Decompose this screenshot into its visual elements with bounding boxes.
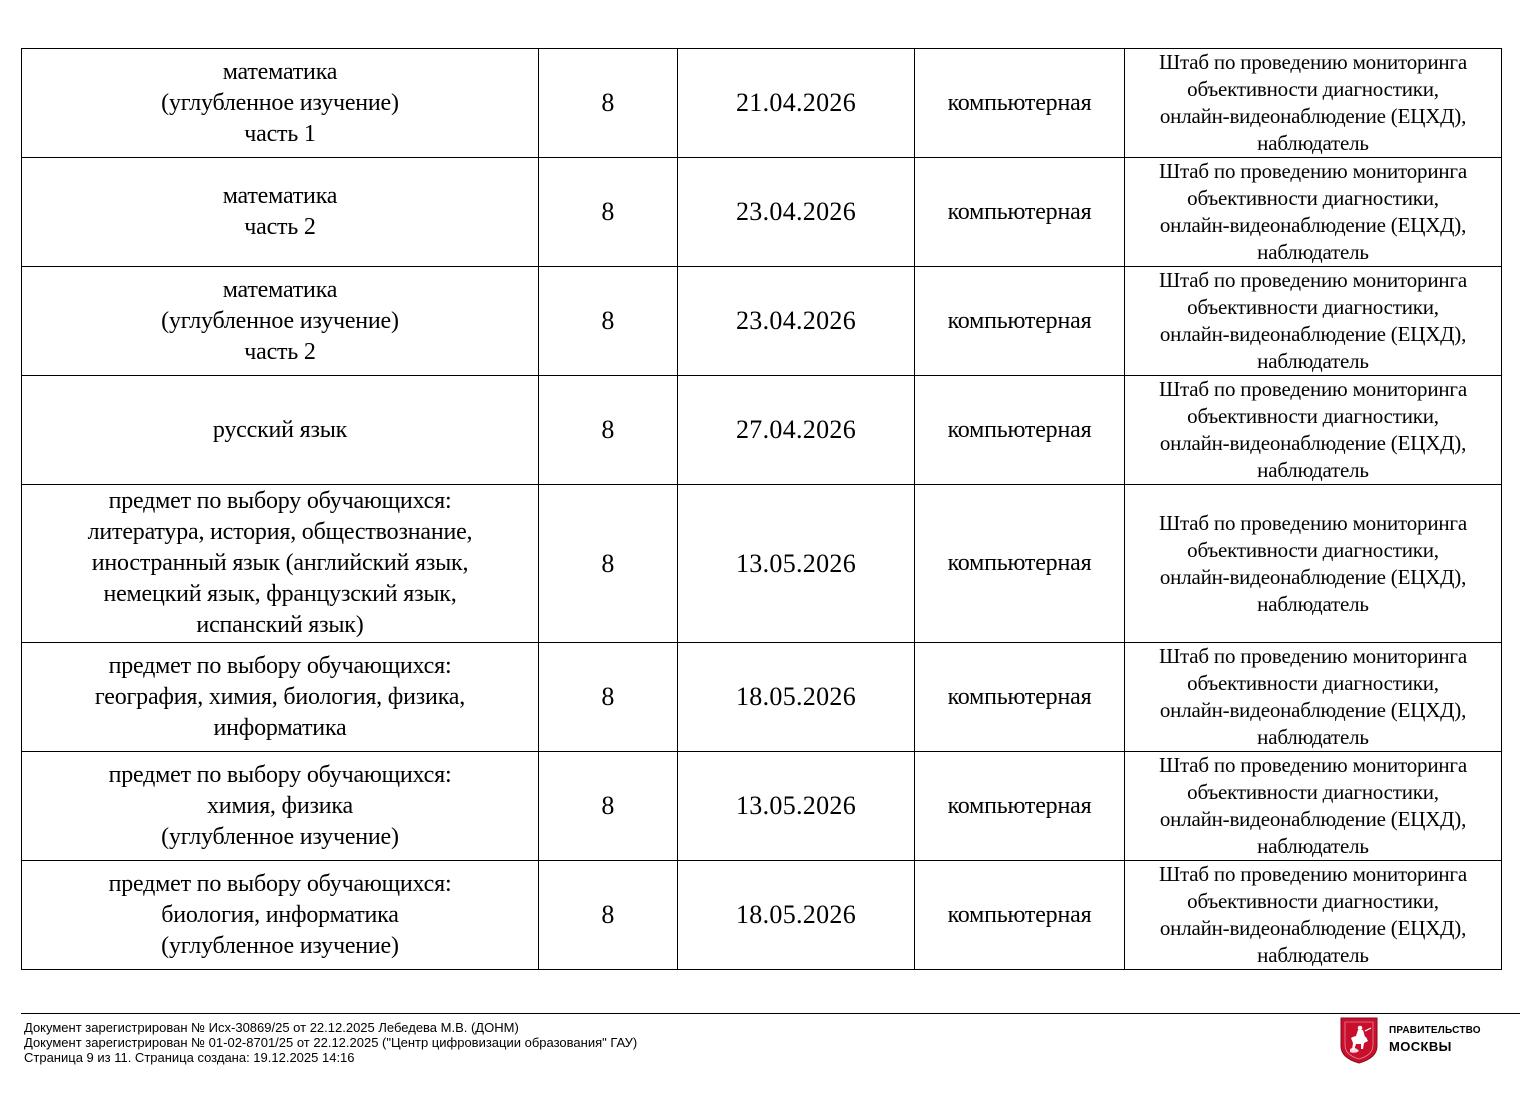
grade-cell: 8: [539, 267, 678, 376]
control-cell: Штаб по проведению мониторинга объективности диагностики, онлайн-видеонаблюдение (ЕЦХД), наблюдатель: [1125, 485, 1502, 643]
date-cell: 21.04.2026: [678, 49, 915, 158]
table-row: [22, 49, 1502, 158]
form-cell: компьютерная: [915, 485, 1125, 643]
registration-line: Документ зарегистрирован № 01-02-8701/25 от 22.12.2025 ("Центр цифровизации образования" ГАУ): [24, 1035, 638, 1050]
grade-cell: 8: [539, 861, 678, 970]
grade-cell: 8: [539, 485, 678, 643]
date-cell: 13.05.2026: [678, 752, 915, 861]
control-cell: Штаб по проведению мониторинга объективности диагностики, онлайн-видеонаблюдение (ЕЦХД), наблюдатель: [1125, 158, 1502, 267]
form-cell: компьютерная: [915, 49, 1125, 158]
table-row: [22, 643, 1502, 752]
subject-cell: математика часть 2: [22, 158, 539, 267]
grade-cell: 8: [539, 643, 678, 752]
table-row: [22, 376, 1502, 485]
table-row: [22, 861, 1502, 970]
diagnostics-schedule-table: [21, 48, 1502, 970]
control-cell: Штаб по проведению мониторинга объективности диагностики, онлайн-видеонаблюдение (ЕЦХД), наблюдатель: [1125, 752, 1502, 861]
form-cell: компьютерная: [915, 752, 1125, 861]
table-row: [22, 485, 1502, 643]
table-row: [22, 752, 1502, 861]
form-cell: компьютерная: [915, 376, 1125, 485]
date-cell: 27.04.2026: [678, 376, 915, 485]
form-cell: компьютерная: [915, 861, 1125, 970]
form-cell: компьютерная: [915, 267, 1125, 376]
organization-name-line1: ПРАВИТЕЛЬСТВО: [1389, 1025, 1481, 1036]
subject-cell: математика (углубленное изучение) часть 1: [22, 49, 539, 158]
subject-cell: предмет по выбору обучающихся: химия, физика (углубленное изучение): [22, 752, 539, 861]
table-row: [22, 267, 1502, 376]
subject-cell: русский язык: [22, 376, 539, 485]
subject-cell: математика (углубленное изучение) часть 2: [22, 267, 539, 376]
grade-cell: 8: [539, 752, 678, 861]
registration-line: Документ зарегистрирован № Исх-30869/25 от 22.12.2025 Лебедева М.В. (ДОНМ): [24, 1020, 519, 1035]
form-cell: компьютерная: [915, 643, 1125, 752]
date-cell: 23.04.2026: [678, 158, 915, 267]
subject-cell: предмет по выбору обучающихся: литература, история, обществознание, иностранный язык (английский язык, немецкий язык, французский язык, испанский язык): [22, 485, 539, 643]
table-row: [22, 158, 1502, 267]
moscow-government-logo: [1339, 1016, 1481, 1064]
subject-cell: предмет по выбору обучающихся: биология, информатика (углубленное изучение): [22, 861, 539, 970]
footer-divider: [21, 1013, 1520, 1014]
grade-cell: 8: [539, 158, 678, 267]
date-cell: 23.04.2026: [678, 267, 915, 376]
organization-name: [1389, 1024, 1481, 1056]
registration-footer: [24, 1020, 637, 1065]
control-cell: Штаб по проведению мониторинга объективности диагностики, онлайн-видеонаблюдение (ЕЦХД), наблюдатель: [1125, 643, 1502, 752]
grade-cell: 8: [539, 376, 678, 485]
control-cell: Штаб по проведению мониторинга объективности диагностики, онлайн-видеонаблюдение (ЕЦХД), наблюдатель: [1125, 267, 1502, 376]
date-cell: 13.05.2026: [678, 485, 915, 643]
organization-name-line2: МОСКВЫ: [1389, 1039, 1452, 1054]
form-cell: компьютерная: [915, 158, 1125, 267]
control-cell: Штаб по проведению мониторинга объективности диагностики, онлайн-видеонаблюдение (ЕЦХД), наблюдатель: [1125, 376, 1502, 485]
grade-cell: 8: [539, 49, 678, 158]
subject-cell: предмет по выбору обучающихся: география, химия, биология, физика, информатика: [22, 643, 539, 752]
date-cell: 18.05.2026: [678, 861, 915, 970]
control-cell: Штаб по проведению мониторинга объективности диагностики, онлайн-видеонаблюдение (ЕЦХД), наблюдатель: [1125, 861, 1502, 970]
moscow-coat-of-arms-icon: [1339, 1016, 1379, 1064]
page-info: Страница 9 из 11. Страница создана: 19.12.2025 14:16: [24, 1050, 355, 1065]
control-cell: Штаб по проведению мониторинга объективности диагностики, онлайн-видеонаблюдение (ЕЦХД), наблюдатель: [1125, 49, 1502, 158]
date-cell: 18.05.2026: [678, 643, 915, 752]
